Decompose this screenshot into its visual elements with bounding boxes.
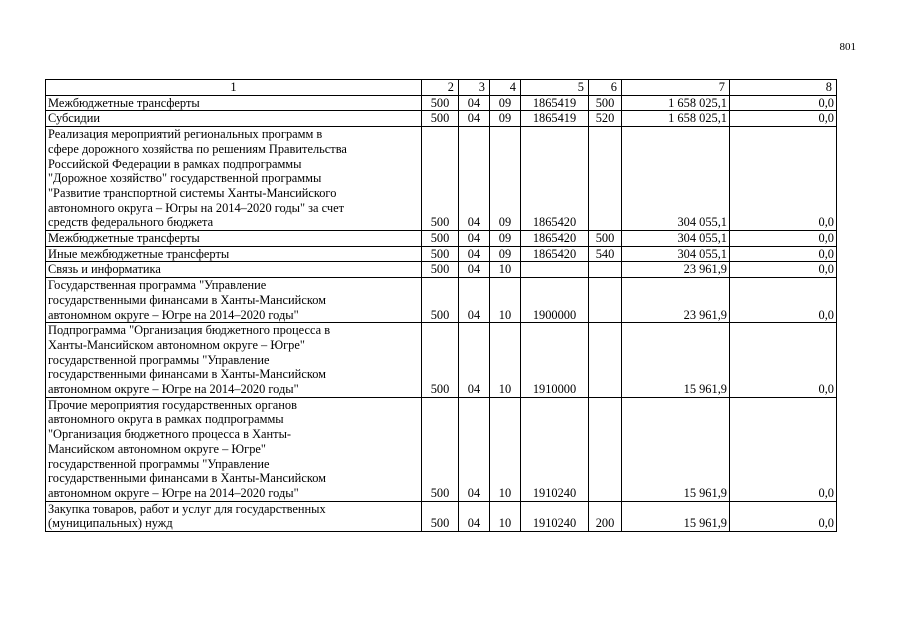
cell-col7: 15 961,9 [622,397,730,501]
cell-col4: 10 [490,262,521,278]
cell-col6 [589,323,622,398]
cell-col2: 500 [422,323,459,398]
cell-col2: 500 [422,127,459,231]
row-name: Иные межбюджетные трансферты [46,246,422,262]
header-cell: 8 [730,80,837,96]
header-cell: 5 [521,80,589,96]
cell-col2: 500 [422,262,459,278]
cell-col6 [589,397,622,501]
cell-col7: 1 658 025,1 [622,111,730,127]
row-name: Межбюджетные трансферты [46,95,422,111]
cell-col6: 500 [589,231,622,247]
cell-col3: 04 [459,231,490,247]
cell-col4: 09 [490,246,521,262]
cell-col7: 23 961,9 [622,278,730,323]
budget-table [45,79,837,532]
cell-col8: 0,0 [730,246,837,262]
row-name: Закупка товаров, работ и услуг для государственных (муниципальных) нужд [46,501,422,531]
cell-col5: 1865419 [521,111,589,127]
cell-col5: 1910240 [521,397,589,501]
table-row [46,95,837,111]
cell-col4: 09 [490,111,521,127]
cell-col2: 500 [422,501,459,531]
cell-col3: 04 [459,246,490,262]
cell-col7: 1 658 025,1 [622,95,730,111]
table-row [46,501,837,531]
cell-col2: 500 [422,246,459,262]
cell-col8: 0,0 [730,278,837,323]
cell-col5 [521,262,589,278]
cell-col6: 500 [589,95,622,111]
cell-col3: 04 [459,262,490,278]
table-row [46,246,837,262]
cell-col8: 0,0 [730,127,837,231]
cell-col6: 200 [589,501,622,531]
table-row [46,262,837,278]
cell-col5: 1865419 [521,95,589,111]
page-number: 801 [839,41,856,53]
cell-col8: 0,0 [730,501,837,531]
cell-col4: 09 [490,95,521,111]
row-name: Прочие мероприятия государственных органов автономного округа в рамках подпрограммы "Организация бюджетного процесса в Ханты- Мансийском автономном округе – Югре" государственной программы "Управление государственными финансами в Ханты-Мансийском автономном округе – Югре на 2014–2020 годы" [46,397,422,501]
cell-col5: 1910240 [521,501,589,531]
header-cell: 4 [490,80,521,96]
cell-col5: 1865420 [521,127,589,231]
cell-col4: 10 [490,278,521,323]
row-name: Субсидии [46,111,422,127]
cell-col3: 04 [459,111,490,127]
cell-col2: 500 [422,95,459,111]
cell-col8: 0,0 [730,231,837,247]
cell-col2: 500 [422,278,459,323]
table-row [46,111,837,127]
cell-col4: 09 [490,127,521,231]
cell-col5: 1910000 [521,323,589,398]
cell-col7: 304 055,1 [622,246,730,262]
cell-col6: 520 [589,111,622,127]
header-cell: 6 [589,80,622,96]
table-row [46,127,837,231]
cell-col8: 0,0 [730,111,837,127]
cell-col4: 09 [490,231,521,247]
cell-col2: 500 [422,111,459,127]
row-name: Подпрограмма "Организация бюджетного процесса в Ханты-Мансийском автономном округе – Югре" государственной программы "Управление государственными финансами в Ханты-Мансийском автономном округе – Югре на 2014–2020 годы" [46,323,422,398]
cell-col6 [589,127,622,231]
cell-col4: 10 [490,397,521,501]
cell-col3: 04 [459,397,490,501]
table-row [46,397,837,501]
cell-col8: 0,0 [730,323,837,398]
cell-col4: 10 [490,501,521,531]
header-cell: 1 [46,80,422,96]
cell-col7: 304 055,1 [622,127,730,231]
cell-col3: 04 [459,278,490,323]
cell-col2: 500 [422,231,459,247]
cell-col7: 15 961,9 [622,501,730,531]
cell-col6 [589,262,622,278]
table-row [46,231,837,247]
cell-col3: 04 [459,127,490,231]
row-name: Связь и информатика [46,262,422,278]
header-cell: 3 [459,80,490,96]
table-row [46,278,837,323]
cell-col5: 1900000 [521,278,589,323]
cell-col3: 04 [459,323,490,398]
cell-col8: 0,0 [730,262,837,278]
cell-col6 [589,278,622,323]
cell-col7: 304 055,1 [622,231,730,247]
cell-col2: 500 [422,397,459,501]
row-name: Межбюджетные трансферты [46,231,422,247]
cell-col4: 10 [490,323,521,398]
header-row [46,80,837,96]
cell-col5: 1865420 [521,246,589,262]
row-name: Реализация мероприятий региональных программ в сфере дорожного хозяйства по решениям Правительства Российской Федерации в рамках подпрограммы "Дорожное хозяйство" государственной программы "Развитие транспортной системы Ханты-Мансийского автономного округа – Югры на 2014–2020 годы" за счет средств федерального бюджета [46,127,422,231]
cell-col8: 0,0 [730,95,837,111]
cell-col7: 15 961,9 [622,323,730,398]
row-name: Государственная программа "Управление государственными финансами в Ханты-Мансийском автономном округе – Югре на 2014–2020 годы" [46,278,422,323]
header-cell: 7 [622,80,730,96]
cell-col8: 0,0 [730,397,837,501]
cell-col6: 540 [589,246,622,262]
cell-col7: 23 961,9 [622,262,730,278]
table-row [46,323,837,398]
cell-col3: 04 [459,95,490,111]
cell-col3: 04 [459,501,490,531]
cell-col5: 1865420 [521,231,589,247]
header-cell: 2 [422,80,459,96]
